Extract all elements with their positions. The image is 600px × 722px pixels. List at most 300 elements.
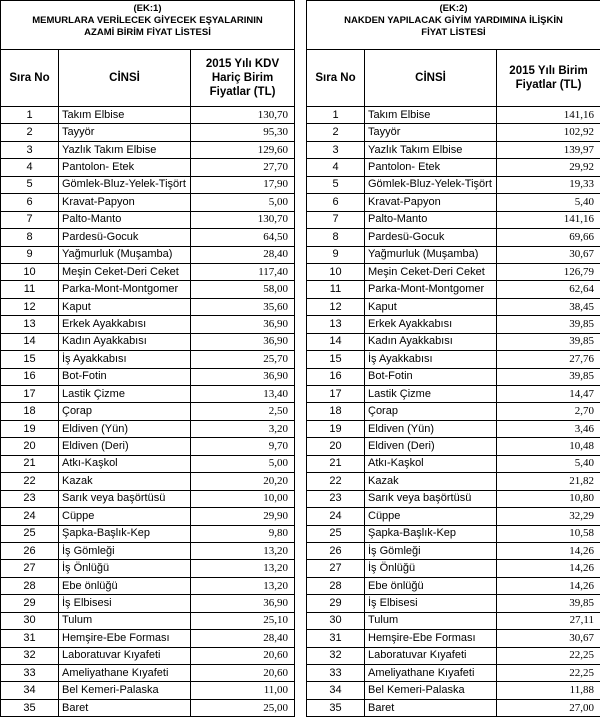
row-number: 5 (307, 176, 365, 193)
item-name: Çorap (365, 403, 497, 420)
row-number: 12 (307, 298, 365, 315)
item-name: İş Ayakkabısı (365, 351, 497, 368)
item-price: 25,10 (191, 612, 295, 629)
item-name: Baret (59, 699, 191, 716)
item-name: Kaput (365, 298, 497, 315)
table-row (1, 490, 295, 507)
row-number: 22 (1, 473, 59, 490)
ek1-price-list (0, 0, 294, 717)
item-name: Pantolon- Etek (59, 159, 191, 176)
item-price: 64,50 (191, 229, 295, 246)
row-number: 4 (307, 159, 365, 176)
item-price: 10,00 (191, 490, 295, 507)
row-number: 14 (307, 333, 365, 350)
table-row (307, 281, 600, 298)
row-number: 29 (1, 595, 59, 612)
table-row (1, 542, 295, 559)
table-row (307, 560, 600, 577)
table-row (307, 107, 600, 124)
ek1-title-line1: (EK:1) (133, 3, 162, 14)
ek2-table-body (307, 107, 600, 717)
table-row (1, 176, 295, 193)
table-row (1, 699, 295, 716)
item-name: Kaput (59, 298, 191, 315)
ek1-title-line3: AZAMİ BİRİM FİYAT LİSTESİ (84, 27, 211, 38)
item-price: 25,70 (191, 351, 295, 368)
row-number: 6 (307, 194, 365, 211)
row-number: 10 (1, 263, 59, 280)
row-number: 32 (1, 647, 59, 664)
table-row (1, 159, 295, 176)
item-name: Tayyör (59, 124, 191, 141)
item-price: 36,90 (191, 368, 295, 385)
table-row (1, 420, 295, 437)
table-row (307, 508, 600, 525)
table-row (307, 159, 600, 176)
table-row (1, 647, 295, 664)
table-row (1, 298, 295, 315)
table-row (1, 403, 295, 420)
row-number: 13 (1, 316, 59, 333)
table-row (307, 194, 600, 211)
table-row (1, 246, 295, 263)
table-row (1, 281, 295, 298)
item-price: 22,25 (497, 665, 600, 682)
item-price: 117,40 (191, 263, 295, 280)
item-price: 5,40 (497, 455, 600, 472)
ek2-title-line2: NAKDEN YAPILACAK GİYİM YARDIMINA İLİŞKİN (344, 15, 563, 26)
row-number: 26 (1, 542, 59, 559)
row-number: 16 (307, 368, 365, 385)
row-number: 34 (307, 682, 365, 699)
table-row (307, 455, 600, 472)
table-row (307, 141, 600, 158)
row-number: 7 (307, 211, 365, 228)
item-price: 39,85 (497, 595, 600, 612)
item-price: 58,00 (191, 281, 295, 298)
item-price: 28,40 (191, 246, 295, 263)
row-number: 27 (1, 560, 59, 577)
item-price: 141,16 (497, 211, 600, 228)
item-name: Kadın Ayakkabısı (59, 333, 191, 350)
row-number: 2 (307, 124, 365, 141)
item-price: 30,67 (497, 630, 600, 647)
table-row (1, 124, 295, 141)
ek2-table (306, 0, 600, 717)
row-number: 29 (307, 595, 365, 612)
row-number: 8 (307, 229, 365, 246)
table-row (307, 647, 600, 664)
item-name: Ebe önlüğü (365, 577, 497, 594)
item-price: 69,66 (497, 229, 600, 246)
item-name: Gömlek-Bluz-Yelek-Tişört (365, 176, 497, 193)
row-number: 24 (1, 508, 59, 525)
table-row (1, 577, 295, 594)
item-price: 5,40 (497, 194, 600, 211)
item-name: Meşin Ceket-Deri Ceket (59, 263, 191, 280)
item-price: 130,70 (191, 211, 295, 228)
item-name: Cüppe (365, 508, 497, 525)
row-number: 33 (1, 665, 59, 682)
item-price: 10,48 (497, 438, 600, 455)
item-name: Bot-Fotin (59, 368, 191, 385)
item-name: Erkek Ayakkabısı (59, 316, 191, 333)
item-name: Hemşire-Ebe Forması (59, 630, 191, 647)
item-name: Meşin Ceket-Deri Ceket (365, 263, 497, 280)
row-number: 9 (307, 246, 365, 263)
table-row (307, 595, 600, 612)
table-row (307, 438, 600, 455)
table-row (307, 630, 600, 647)
item-name: Çorap (59, 403, 191, 420)
item-price: 36,90 (191, 333, 295, 350)
table-row (1, 438, 295, 455)
item-name: Erkek Ayakkabısı (365, 316, 497, 333)
item-name: İş Önlüğü (365, 560, 497, 577)
item-name: Eldiven (Yün) (365, 420, 497, 437)
row-number: 12 (1, 298, 59, 315)
item-name: Yağmurluk (Muşamba) (365, 246, 497, 263)
row-number: 23 (307, 490, 365, 507)
item-price: 10,58 (497, 525, 600, 542)
row-number: 19 (1, 420, 59, 437)
table-row (1, 263, 295, 280)
row-number: 32 (307, 647, 365, 664)
table-row (1, 525, 295, 542)
table-row (307, 525, 600, 542)
item-price: 2,50 (191, 403, 295, 420)
item-name: Takım Elbise (59, 107, 191, 124)
item-price: 20,60 (191, 665, 295, 682)
table-row (307, 542, 600, 559)
row-number: 4 (1, 159, 59, 176)
row-number: 15 (1, 351, 59, 368)
item-price: 28,40 (191, 630, 295, 647)
item-price: 139,97 (497, 141, 600, 158)
item-price: 39,85 (497, 316, 600, 333)
item-name: Eldiven (Yün) (59, 420, 191, 437)
item-price: 3,20 (191, 420, 295, 437)
item-name: Sarık veya başörtüsü (59, 490, 191, 507)
row-number: 22 (307, 473, 365, 490)
item-price: 27,00 (497, 699, 600, 716)
item-name: Bot-Fotin (365, 368, 497, 385)
item-price: 29,90 (191, 508, 295, 525)
table-row (1, 630, 295, 647)
row-number: 24 (307, 508, 365, 525)
item-name: Kravat-Papyon (59, 194, 191, 211)
table-row (1, 560, 295, 577)
item-name: Tulum (365, 612, 497, 629)
table-row (307, 124, 600, 141)
row-number: 18 (307, 403, 365, 420)
item-name: Laboratuvar Kıyafeti (59, 647, 191, 664)
item-price: 9,70 (191, 438, 295, 455)
item-name: Ebe önlüğü (59, 577, 191, 594)
item-price: 9,80 (191, 525, 295, 542)
table-row (307, 351, 600, 368)
item-price: 29,92 (497, 159, 600, 176)
item-price: 13,20 (191, 577, 295, 594)
table-row (307, 473, 600, 490)
item-price: 30,67 (497, 246, 600, 263)
ek2-col-price: 2015 Yılı Birim Fiyatlar (TL) (497, 50, 600, 107)
item-price: 141,16 (497, 107, 600, 124)
ek1-col-name: CİNSİ (59, 50, 191, 107)
row-number: 3 (1, 141, 59, 158)
item-name: Şapka-Başlık-Kep (365, 525, 497, 542)
row-number: 21 (1, 455, 59, 472)
item-name: Lastik Çizme (365, 386, 497, 403)
table-row (307, 403, 600, 420)
table-row (1, 316, 295, 333)
item-price: 13,20 (191, 542, 295, 559)
table-row (1, 665, 295, 682)
row-number: 3 (307, 141, 365, 158)
item-price: 25,00 (191, 699, 295, 716)
row-number: 15 (307, 351, 365, 368)
row-number: 21 (307, 455, 365, 472)
row-number: 10 (307, 263, 365, 280)
item-name: Eldiven (Deri) (59, 438, 191, 455)
row-number: 1 (307, 107, 365, 124)
item-price: 39,85 (497, 368, 600, 385)
row-number: 17 (307, 386, 365, 403)
item-name: Palto-Manto (59, 211, 191, 228)
item-price: 14,26 (497, 560, 600, 577)
item-name: Ameliyathane Kıyafeti (59, 665, 191, 682)
row-number: 1 (1, 107, 59, 124)
item-price: 36,90 (191, 316, 295, 333)
item-price: 11,88 (497, 682, 600, 699)
item-name: Palto-Manto (365, 211, 497, 228)
item-name: Gömlek-Bluz-Yelek-Tişört (59, 176, 191, 193)
table-row (1, 211, 295, 228)
row-number: 35 (307, 699, 365, 716)
item-name: İş Ayakkabısı (59, 351, 191, 368)
item-name: Yazlık Takım Elbise (59, 141, 191, 158)
item-name: Laboratuvar Kıyafeti (365, 647, 497, 664)
table-row (1, 229, 295, 246)
row-number: 20 (307, 438, 365, 455)
row-number: 25 (1, 525, 59, 542)
table-row (307, 333, 600, 350)
item-name: İş Gömleği (365, 542, 497, 559)
item-name: Atkı-Kaşkol (59, 455, 191, 472)
row-number: 30 (1, 612, 59, 629)
row-number: 27 (307, 560, 365, 577)
row-number: 35 (1, 699, 59, 716)
table-row (307, 665, 600, 682)
row-number: 18 (1, 403, 59, 420)
item-price: 95,30 (191, 124, 295, 141)
item-price: 38,45 (497, 298, 600, 315)
ek2-col-no: Sıra No (307, 50, 365, 107)
item-name: Lastik Çizme (59, 386, 191, 403)
item-price: 13,20 (191, 560, 295, 577)
item-price: 20,60 (191, 647, 295, 664)
item-name: Parka-Mont-Montgomer (59, 281, 191, 298)
item-name: İş Gömleği (59, 542, 191, 559)
item-price: 17,90 (191, 176, 295, 193)
item-price: 102,92 (497, 124, 600, 141)
table-row (307, 229, 600, 246)
row-number: 31 (307, 630, 365, 647)
item-price: 20,20 (191, 473, 295, 490)
ek2-title-line3: FİYAT LİSTESİ (421, 27, 486, 38)
item-name: Cüppe (59, 508, 191, 525)
item-price: 14,26 (497, 577, 600, 594)
table-row (1, 351, 295, 368)
row-number: 20 (1, 438, 59, 455)
item-name: Atkı-Kaşkol (365, 455, 497, 472)
item-price: 13,40 (191, 386, 295, 403)
ek2-title-line1: (EK:2) (439, 3, 468, 14)
table-row (307, 682, 600, 699)
table-row (307, 263, 600, 280)
item-price: 3,46 (497, 420, 600, 437)
item-name: Pantolon- Etek (365, 159, 497, 176)
table-row (1, 508, 295, 525)
row-number: 14 (1, 333, 59, 350)
row-number: 6 (1, 194, 59, 211)
item-price: 130,70 (191, 107, 295, 124)
row-number: 11 (307, 281, 365, 298)
table-row (307, 368, 600, 385)
row-number: 26 (307, 542, 365, 559)
item-price: 32,29 (497, 508, 600, 525)
item-name: Bel Kemeri-Palaska (59, 682, 191, 699)
item-price: 5,00 (191, 194, 295, 211)
item-name: Baret (365, 699, 497, 716)
table-row (307, 211, 600, 228)
ek1-table (0, 0, 295, 717)
item-price: 36,90 (191, 595, 295, 612)
item-name: Kadın Ayakkabısı (365, 333, 497, 350)
item-price: 62,64 (497, 281, 600, 298)
table-row (307, 490, 600, 507)
item-name: Kazak (59, 473, 191, 490)
ek2-col-name: CİNSİ (365, 50, 497, 107)
item-price: 39,85 (497, 333, 600, 350)
row-number: 9 (1, 246, 59, 263)
item-price: 2,70 (497, 403, 600, 420)
item-price: 35,60 (191, 298, 295, 315)
item-price: 14,47 (497, 386, 600, 403)
item-price: 11,00 (191, 682, 295, 699)
ek2-title (307, 1, 600, 50)
item-price: 22,25 (497, 647, 600, 664)
table-row (1, 333, 295, 350)
item-name: Yağmurluk (Muşamba) (59, 246, 191, 263)
item-name: Pardesü-Gocuk (365, 229, 497, 246)
table-row (307, 420, 600, 437)
item-name: Şapka-Başlık-Kep (59, 525, 191, 542)
table-row (1, 368, 295, 385)
row-number: 33 (307, 665, 365, 682)
table-row (1, 595, 295, 612)
table-row (307, 176, 600, 193)
table-row (1, 612, 295, 629)
ek1-title-line2: MEMURLARA VERİLECEK GİYECEK EŞYALARININ (32, 15, 263, 26)
row-number: 13 (307, 316, 365, 333)
item-price: 5,00 (191, 455, 295, 472)
item-name: Kravat-Papyon (365, 194, 497, 211)
item-price: 14,26 (497, 542, 600, 559)
item-name: Tulum (59, 612, 191, 629)
row-number: 25 (307, 525, 365, 542)
item-price: 27,11 (497, 612, 600, 629)
item-name: İş Önlüğü (59, 560, 191, 577)
row-number: 19 (307, 420, 365, 437)
row-number: 8 (1, 229, 59, 246)
table-row (307, 316, 600, 333)
table-row (1, 682, 295, 699)
item-price: 129,60 (191, 141, 295, 158)
item-name: Takım Elbise (365, 107, 497, 124)
table-row (1, 455, 295, 472)
table-row (307, 246, 600, 263)
row-number: 23 (1, 490, 59, 507)
item-price: 19,33 (497, 176, 600, 193)
row-number: 31 (1, 630, 59, 647)
row-number: 34 (1, 682, 59, 699)
item-name: Bel Kemeri-Palaska (365, 682, 497, 699)
table-row (307, 577, 600, 594)
item-name: Yazlık Takım Elbise (365, 141, 497, 158)
row-number: 2 (1, 124, 59, 141)
item-name: Parka-Mont-Montgomer (365, 281, 497, 298)
item-name: Eldiven (Deri) (365, 438, 497, 455)
row-number: 28 (1, 577, 59, 594)
table-row (1, 141, 295, 158)
table-row (307, 612, 600, 629)
ek2-price-list (306, 0, 600, 717)
ek1-col-price: 2015 Yılı KDV Hariç Birim Fiyatlar (TL) (191, 50, 295, 107)
table-row (307, 386, 600, 403)
table-row (1, 386, 295, 403)
item-price: 27,76 (497, 351, 600, 368)
table-row (307, 298, 600, 315)
item-name: Hemşire-Ebe Forması (365, 630, 497, 647)
item-name: Pardesü-Gocuk (59, 229, 191, 246)
row-number: 16 (1, 368, 59, 385)
ek1-table-body (1, 107, 295, 717)
row-number: 7 (1, 211, 59, 228)
row-number: 28 (307, 577, 365, 594)
table-row (307, 699, 600, 716)
item-name: Tayyör (365, 124, 497, 141)
item-name: İş Elbisesi (59, 595, 191, 612)
ek1-col-no: Sıra No (1, 50, 59, 107)
table-row (1, 473, 295, 490)
row-number: 5 (1, 176, 59, 193)
table-row (1, 194, 295, 211)
item-price: 27,70 (191, 159, 295, 176)
row-number: 30 (307, 612, 365, 629)
ek1-title (1, 1, 295, 50)
table-row (1, 107, 295, 124)
item-price: 10,80 (497, 490, 600, 507)
item-name: Sarık veya başörtüsü (365, 490, 497, 507)
item-name: Kazak (365, 473, 497, 490)
item-name: İş Elbisesi (365, 595, 497, 612)
item-price: 21,82 (497, 473, 600, 490)
row-number: 11 (1, 281, 59, 298)
item-price: 126,79 (497, 263, 600, 280)
item-name: Ameliyathane Kıyafeti (365, 665, 497, 682)
row-number: 17 (1, 386, 59, 403)
